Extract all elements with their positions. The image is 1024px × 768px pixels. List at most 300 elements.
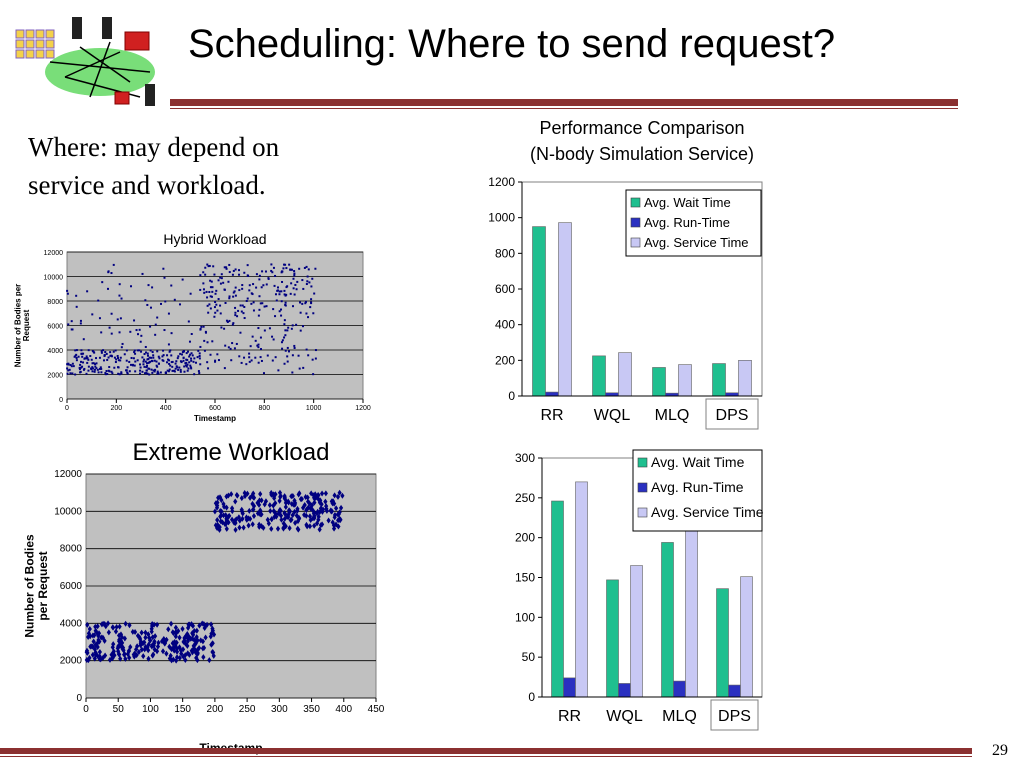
bar-avg-service-time: [559, 223, 572, 396]
data-point: [261, 360, 263, 362]
data-point: [75, 295, 77, 297]
y-axis-label: Number of Bodies perRequest: [13, 283, 32, 368]
data-point: [236, 315, 238, 317]
y-tick-label: 12000: [43, 250, 63, 257]
data-point: [119, 373, 121, 375]
data-point: [188, 356, 190, 358]
data-point: [79, 364, 81, 366]
data-point: [180, 371, 182, 373]
y-tick-label: 150: [514, 570, 535, 585]
data-point: [104, 372, 106, 374]
data-point: [247, 274, 249, 276]
y-tick-label: 6000: [59, 581, 82, 592]
x-tick-label: 400: [335, 704, 353, 715]
data-point: [230, 359, 232, 361]
data-point: [130, 285, 132, 287]
data-point: [207, 341, 209, 343]
data-point: [238, 269, 240, 271]
data-point: [195, 362, 197, 364]
data-point: [129, 370, 131, 372]
legend-swatch: [631, 198, 640, 207]
data-point: [260, 302, 262, 304]
data-point: [175, 360, 177, 362]
y-tick-label: 200: [494, 353, 515, 368]
data-point: [198, 370, 200, 372]
data-point: [156, 365, 158, 367]
data-point: [200, 326, 202, 328]
footer-divider-thin: [0, 756, 972, 757]
legend-swatch: [638, 458, 647, 467]
data-point: [119, 331, 121, 333]
data-point: [124, 353, 126, 355]
data-point: [290, 293, 292, 295]
data-point: [286, 329, 288, 331]
category-label: MLQ: [662, 708, 697, 725]
data-point: [179, 303, 181, 305]
data-point: [265, 270, 267, 272]
data-point: [162, 360, 164, 362]
data-point: [162, 350, 164, 352]
data-point: [140, 341, 142, 343]
data-point: [122, 343, 124, 345]
data-point: [86, 362, 88, 364]
data-point: [272, 360, 274, 362]
data-point: [80, 353, 82, 355]
x-tick-label: 1200: [355, 405, 371, 412]
data-point: [204, 274, 206, 276]
data-point: [287, 361, 289, 363]
data-point: [256, 273, 258, 275]
data-point: [220, 327, 222, 329]
data-point: [299, 368, 301, 370]
data-point: [118, 295, 120, 297]
data-point: [241, 362, 243, 364]
data-point: [249, 284, 251, 286]
data-point: [271, 271, 273, 273]
data-point: [215, 293, 217, 295]
bar-avg-service-time: [686, 526, 698, 697]
data-point: [106, 353, 108, 355]
data-point: [142, 361, 144, 363]
data-point: [160, 303, 162, 305]
data-point: [309, 306, 311, 308]
data-point: [173, 370, 175, 372]
data-point: [281, 341, 283, 343]
data-point: [255, 287, 257, 289]
data-point: [281, 348, 283, 350]
data-point: [162, 268, 164, 270]
data-point: [69, 369, 71, 371]
title-divider: [170, 99, 958, 106]
data-point: [108, 370, 110, 372]
data-point: [257, 344, 259, 346]
data-point: [67, 293, 69, 295]
chart-title: Extreme Workload: [132, 439, 330, 466]
data-point: [146, 369, 148, 371]
data-point: [274, 285, 276, 287]
data-point: [87, 370, 89, 372]
data-point: [282, 267, 284, 269]
data-point: [285, 302, 287, 304]
data-point: [143, 366, 145, 368]
data-point: [306, 266, 308, 268]
data-point: [155, 324, 157, 326]
data-point: [218, 298, 220, 300]
data-point: [80, 361, 82, 363]
data-point: [293, 287, 295, 289]
data-point: [216, 310, 218, 312]
data-point: [209, 280, 211, 282]
data-point: [66, 367, 68, 369]
data-point: [290, 282, 292, 284]
data-point: [92, 362, 94, 364]
data-point: [104, 351, 106, 353]
data-point: [178, 367, 180, 369]
data-point: [183, 350, 185, 352]
data-point: [129, 331, 131, 333]
data-point: [151, 360, 153, 362]
data-point: [307, 276, 309, 278]
data-point: [80, 367, 82, 369]
data-point: [133, 357, 135, 359]
data-point: [269, 327, 271, 329]
data-point: [214, 306, 216, 308]
data-point: [163, 277, 165, 279]
data-point: [118, 359, 120, 361]
chart-title: Performance Comparison: [539, 118, 745, 138]
data-point: [139, 329, 141, 331]
data-point: [141, 371, 143, 373]
data-point: [111, 313, 113, 315]
data-point: [188, 320, 190, 322]
data-point: [106, 359, 108, 361]
bar-avg-wait-time: [533, 227, 546, 396]
data-point: [280, 290, 282, 292]
data-point: [199, 274, 201, 276]
data-point: [232, 322, 234, 324]
data-point: [305, 301, 307, 303]
data-point: [229, 295, 231, 297]
data-point: [140, 351, 142, 353]
data-point: [183, 357, 185, 359]
data-point: [302, 288, 304, 290]
data-point: [85, 373, 87, 375]
data-point: [143, 359, 145, 361]
data-point: [100, 331, 102, 333]
data-point: [218, 279, 220, 281]
x-tick-label: 50: [112, 704, 124, 715]
data-point: [236, 343, 238, 345]
data-point: [252, 293, 254, 295]
data-point: [237, 310, 239, 312]
data-point: [238, 289, 240, 291]
data-point: [189, 365, 191, 367]
data-point: [146, 362, 148, 364]
y-tick-label: 200: [514, 530, 535, 545]
data-point: [202, 271, 204, 273]
data-point: [306, 349, 308, 351]
data-point: [69, 372, 71, 374]
y-tick-label: 2000: [59, 655, 82, 667]
data-point: [141, 356, 143, 358]
data-point: [233, 270, 235, 272]
data-point: [208, 291, 210, 293]
data-point: [264, 306, 266, 308]
page-number: 29: [992, 742, 1008, 759]
data-point: [109, 355, 111, 357]
bar-avg-wait-time: [593, 356, 606, 396]
data-point: [199, 355, 201, 357]
data-point: [147, 373, 149, 375]
data-point: [187, 370, 189, 372]
data-point: [171, 332, 173, 334]
y-tick-label: 50: [521, 650, 535, 665]
data-point: [254, 357, 256, 359]
data-point: [185, 364, 187, 366]
x-tick-label: 200: [110, 405, 123, 412]
bar-avg-run-time: [546, 392, 559, 396]
data-point: [277, 369, 279, 371]
data-point: [242, 305, 244, 307]
data-point: [165, 371, 167, 373]
data-point: [274, 275, 276, 277]
data-point: [154, 360, 156, 362]
data-point: [293, 274, 295, 276]
y-tick-label: 4000: [47, 348, 63, 355]
data-point: [211, 340, 213, 342]
bar-avg-wait-time: [713, 364, 726, 396]
y-tick-label: 600: [494, 282, 515, 296]
bar-avg-wait-time: [662, 542, 674, 697]
data-point: [281, 300, 283, 302]
data-point: [220, 283, 222, 285]
data-point: [142, 273, 144, 275]
data-point: [218, 359, 220, 361]
data-point: [261, 286, 263, 288]
x-tick-label: 200: [206, 704, 224, 715]
data-point: [279, 291, 281, 293]
data-point: [93, 351, 95, 353]
x-tick-label: 100: [142, 704, 159, 715]
data-point: [204, 350, 206, 352]
data-point: [88, 366, 90, 368]
bar-avg-run-time: [729, 685, 741, 697]
data-point: [293, 345, 295, 347]
data-point: [214, 312, 216, 314]
data-point: [245, 363, 247, 365]
data-point: [139, 370, 141, 372]
data-point: [72, 363, 74, 365]
data-point: [216, 353, 218, 355]
x-tick-label: 350: [303, 704, 320, 715]
data-point: [224, 289, 226, 291]
data-point: [273, 338, 275, 340]
data-point: [294, 294, 296, 296]
data-point: [167, 359, 169, 361]
data-point: [71, 328, 73, 330]
data-point: [260, 348, 262, 350]
data-point: [300, 330, 302, 332]
data-point: [126, 349, 128, 351]
data-point: [140, 335, 142, 337]
data-point: [66, 373, 68, 375]
data-point: [241, 288, 243, 290]
data-point: [188, 361, 190, 363]
data-point: [66, 290, 68, 292]
data-point: [80, 322, 82, 324]
data-point: [292, 305, 294, 307]
data-point: [260, 337, 262, 339]
x-tick-label: 400: [159, 405, 172, 412]
data-point: [284, 264, 286, 266]
data-point: [185, 362, 187, 364]
data-point: [258, 362, 260, 364]
data-point: [76, 357, 78, 359]
data-point: [313, 293, 315, 295]
chart-title: Hybrid Workload: [163, 231, 267, 247]
data-point: [151, 369, 153, 371]
data-point: [203, 288, 205, 290]
legend-swatch: [638, 508, 647, 517]
data-point: [181, 353, 183, 355]
data-point: [230, 348, 232, 350]
data-point: [131, 357, 133, 359]
data-point: [67, 323, 69, 325]
data-point: [137, 359, 139, 361]
data-point: [145, 346, 147, 348]
data-point: [156, 350, 158, 352]
footer-divider: [0, 748, 972, 754]
y-tick-label: 4000: [59, 618, 82, 630]
data-point: [203, 292, 205, 294]
bar-avg-service-time: [679, 365, 692, 396]
data-point: [168, 313, 170, 315]
data-point: [232, 274, 234, 276]
data-point: [158, 363, 160, 365]
legend-label: Avg. Wait Time: [651, 454, 745, 470]
data-point: [119, 283, 121, 285]
y-tick-label: 250: [514, 490, 535, 505]
data-point: [226, 320, 228, 322]
data-point: [287, 347, 289, 349]
legend-label: Avg. Service Time: [644, 235, 749, 250]
data-point: [71, 372, 73, 374]
data-point: [106, 373, 108, 375]
data-point: [263, 372, 265, 374]
data-point: [198, 372, 200, 374]
legend-swatch: [631, 218, 640, 227]
data-point: [147, 353, 149, 355]
data-point: [234, 347, 236, 349]
data-point: [285, 294, 287, 296]
data-point: [302, 367, 304, 369]
y-tick-label: 2000: [47, 372, 63, 380]
data-point: [272, 308, 274, 310]
data-point: [187, 351, 189, 353]
data-point: [150, 349, 152, 351]
data-point: [80, 320, 82, 322]
data-point: [120, 317, 122, 319]
data-point: [117, 357, 119, 359]
data-point: [160, 371, 162, 373]
data-point: [241, 284, 243, 286]
data-point: [115, 349, 117, 351]
category-label: RR: [540, 407, 564, 424]
data-point: [76, 359, 78, 361]
data-point: [281, 281, 283, 283]
data-point: [306, 283, 308, 285]
data-point: [248, 289, 250, 291]
data-point: [296, 281, 298, 283]
data-point: [199, 363, 201, 365]
data-point: [154, 334, 156, 336]
data-point: [202, 282, 204, 284]
category-label: DPS: [718, 708, 751, 725]
data-point: [288, 350, 290, 352]
data-point: [103, 355, 105, 357]
data-point: [172, 361, 174, 363]
data-point: [199, 357, 201, 359]
data-point: [127, 373, 129, 375]
data-point: [113, 351, 115, 353]
data-point: [250, 303, 252, 305]
data-point: [235, 287, 237, 289]
data-point: [169, 365, 171, 367]
data-point: [144, 353, 146, 355]
data-point: [127, 366, 129, 368]
data-point: [298, 268, 300, 270]
chart-subtitle: (N-body Simulation Service): [529, 144, 755, 164]
data-point: [258, 315, 260, 317]
data-point: [312, 312, 314, 314]
data-point: [91, 370, 93, 372]
x-tick-label: 600: [209, 405, 221, 412]
x-tick-label: 0: [83, 704, 89, 715]
y-tick-label: 1000: [488, 210, 515, 225]
y-tick-label: 8000: [59, 543, 82, 555]
extreme-workload-chart: [10, 430, 390, 760]
bar-avg-service-time: [741, 577, 753, 697]
data-point: [109, 351, 111, 353]
data-point: [126, 360, 128, 362]
data-point: [193, 373, 195, 375]
data-point: [270, 263, 272, 265]
data-point: [74, 356, 76, 358]
data-point: [224, 345, 226, 347]
data-point: [186, 359, 188, 361]
data-point: [150, 307, 152, 309]
data-point: [120, 357, 122, 359]
data-point: [109, 327, 111, 329]
data-point: [258, 309, 260, 311]
data-point: [284, 319, 286, 321]
data-point: [234, 290, 236, 292]
data-point: [199, 352, 201, 354]
data-point: [300, 312, 302, 314]
data-point: [306, 280, 308, 282]
performance-comparison-chart-2: [470, 448, 780, 748]
data-point: [277, 286, 279, 288]
y-tick-label: 300: [514, 451, 535, 465]
data-point: [285, 350, 287, 352]
data-point: [180, 369, 182, 371]
data-point: [224, 367, 226, 369]
data-point: [168, 370, 170, 372]
data-point: [215, 304, 217, 306]
x-tick-label: 0: [65, 405, 69, 412]
data-point: [154, 369, 156, 371]
data-point: [80, 349, 82, 351]
